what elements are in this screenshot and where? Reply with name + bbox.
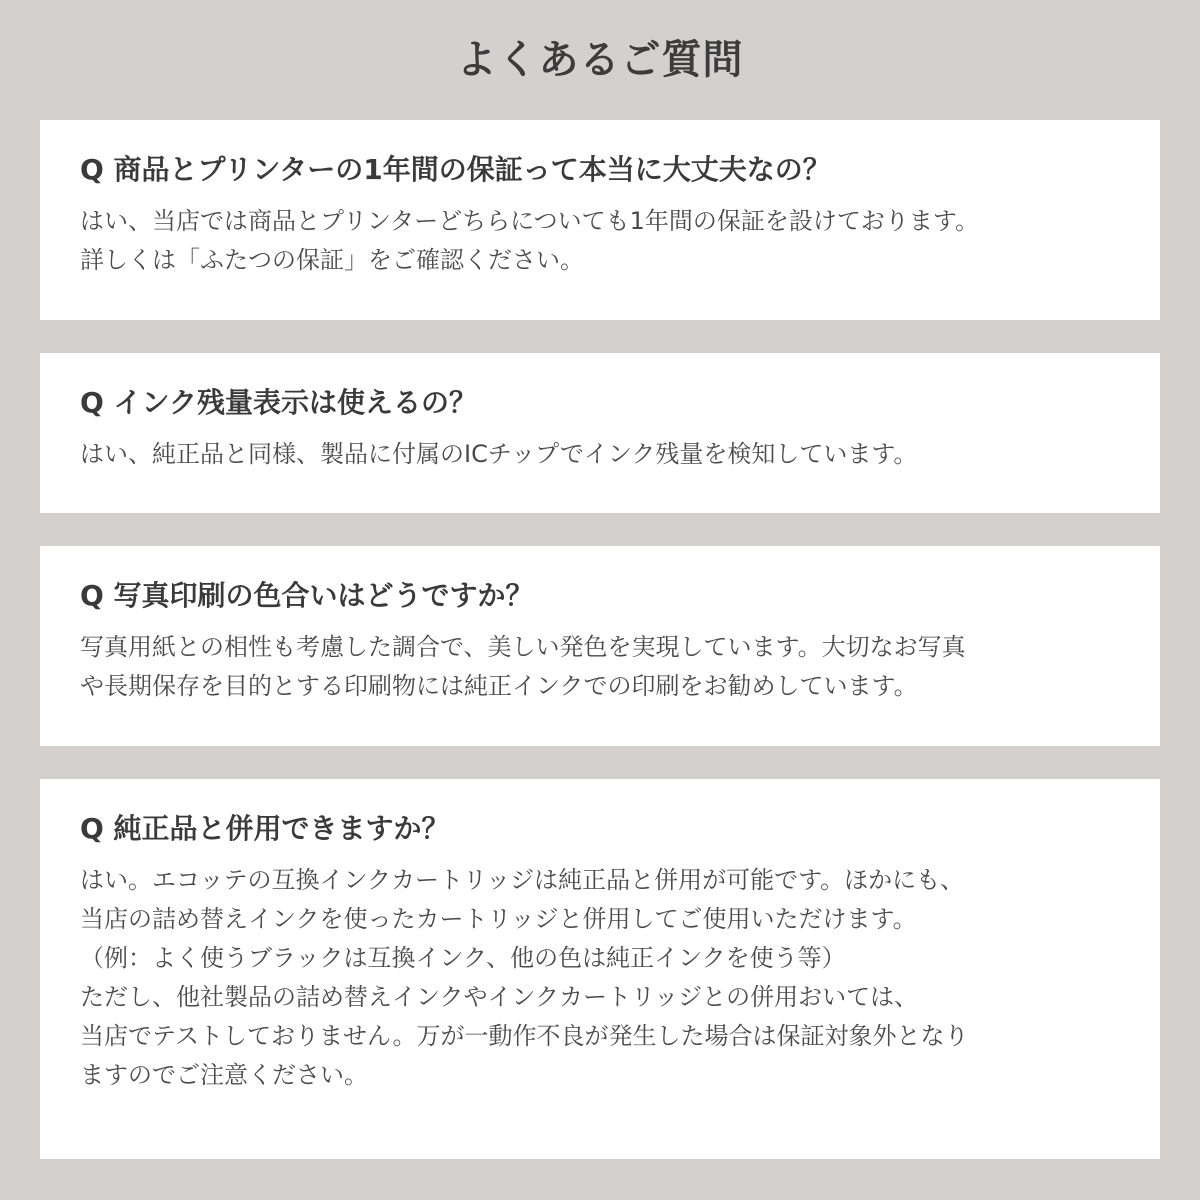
faq-answer-line: 当店の詰め替えインクを使ったカートリッジと併用してご使用いただけます。 [80, 905, 917, 933]
faq-answer-line: ますのでご注意ください。 [80, 1061, 368, 1089]
faq-answer [80, 202, 1120, 280]
faq-answer [80, 861, 1120, 1095]
faq-item-photo-color [40, 546, 1160, 746]
faq-answer [80, 435, 1120, 474]
faq-question: Q 写真印刷の色合いはどうですか？ [80, 579, 534, 612]
faq-answer-line: はい、当店では商品とプリンターどちらについても1年間の保証を設けております。 [80, 207, 979, 235]
faq-question: Q インク残量表示は使えるの？ [80, 386, 477, 419]
faq-answer-line: はい。エコッテの互換インクカートリッジは純正品と併用が可能です。ほかにも、 [80, 866, 965, 894]
faq-question: Q 商品とプリンターの1年間の保証って本当に大丈夫なの？ [80, 153, 831, 186]
faq-item-warranty [40, 120, 1160, 320]
faq-answer-line: 当店でテストしておりません。万が一動作不良が発生した場合は保証対象外となり [80, 1022, 969, 1050]
faq-answer-line: はい、純正品と同様、製品に付属のICチップでインク残量を検知しています。 [80, 440, 918, 468]
faq-answer-line: （例：よく使うブラックは互換インク、他の色は純正インクを使う等） [80, 944, 846, 972]
faq-item-ink-level [40, 353, 1160, 513]
faq-answer [80, 628, 1120, 706]
page-title: よくあるご質問 [456, 37, 744, 83]
faq-item-compatibility [40, 779, 1160, 1159]
faq-answer-line: や長期保存を目的とする印刷物には純正インクでの印刷をお勧めしています。 [80, 672, 918, 700]
faq-answer-line: 詳しくは「ふたつの保証」をご確認ください。 [80, 246, 584, 274]
faq-answer-line: ただし、他社製品の詰め替えインクやインクカートリッジとの併用おいては、 [80, 983, 919, 1011]
faq-answer-line: 写真用紙との相性も考慮した調合で、美しい発色を実現しています。大切なお写真 [80, 633, 966, 661]
faq-question: Q 純正品と併用できますか？ [80, 812, 450, 845]
